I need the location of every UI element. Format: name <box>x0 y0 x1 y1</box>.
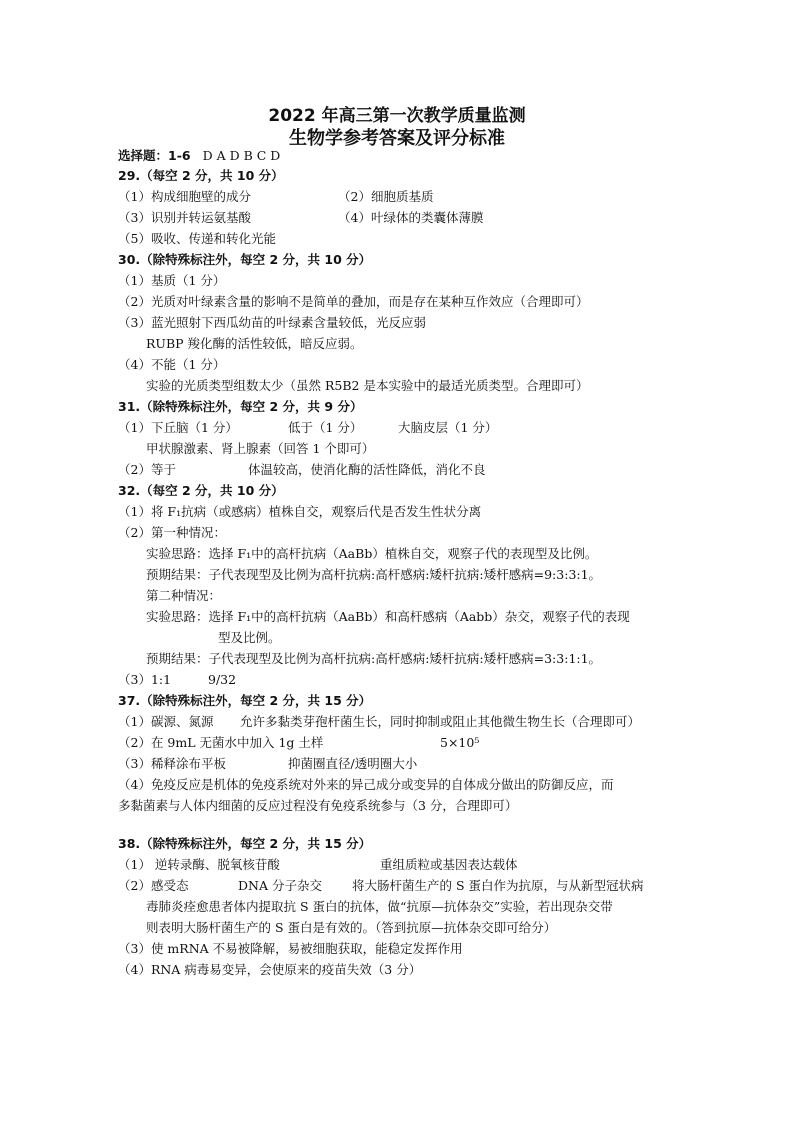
q38-heading: 38.（除特殊标注外，每空 2 分，共 15 分） <box>118 836 372 851</box>
q37-answer-3: （3）稀释涂布平板 <box>118 756 226 771</box>
q32-second-idea-cont: 型及比例。 <box>218 630 281 645</box>
q29-answer-5: （5）吸收、传递和转化光能 <box>118 231 276 246</box>
q30-answer-2: （2）光质对叶绿素含量的影响不是简单的叠加，而是存在某种互作效应（合理即可） <box>118 294 589 309</box>
q32-first-idea: 实验思路：选择 F₁中的高杆抗病（AaBb）植株自交，观察子代的表现型及比例。 <box>146 546 598 561</box>
q37-answer-4-cont: 多黏菌素与人体内细菌的反应过程没有免疫系统参与（3 分，合理即可） <box>118 798 518 813</box>
q37-answer-4: （4）免疫反应是机体的免疫系统对外来的异己成分或变异的自体成分做出的防御反应，而 <box>118 777 614 792</box>
q31-answer-1d: 甲状腺激素、肾上腺素（回答 1 个即可） <box>146 441 375 456</box>
q31-answer-2: （2）等于 <box>118 462 176 477</box>
choice-answers: D A D B C D <box>202 148 281 163</box>
q32-heading: 32.（每空 2 分，共 10 分） <box>118 483 284 498</box>
choice-answers-line <box>118 147 280 165</box>
q38-answer-2c: 将大肠杆菌生产的 S 蛋白作为抗原，与从新型冠状病 <box>352 878 644 893</box>
q32-second-idea: 实验思路：选择 F₁中的高杆抗病（AaBb）和高杆感病（Aabb）杂交，观察子代的表现 <box>146 609 630 624</box>
q32-first-result: 预期结果：子代表现型及比例为高杆抗病:高杆感病:矮杆抗病:矮杆感病=9:3:3:1。 <box>146 567 602 582</box>
q31-answer-1b: 低于（1 分） <box>288 420 363 435</box>
exam-title: 2022 年高三第一次教学质量监测 <box>268 106 526 126</box>
q38-answer-2e: 则表明大肠杆菌生产的 S 蛋白是有效的。（答到抗原—抗体杂交即可给分） <box>146 920 557 935</box>
q31-heading: 31.（除特殊标注外，每空 2 分，共 9 分） <box>118 399 363 414</box>
q31-answer-1: （1）下丘脑（1 分） <box>118 420 238 435</box>
q37-answer-1b: 允许多黏类芽孢杆菌生长，同时抑制或阻止其他微生物生长（合理即可） <box>240 714 641 729</box>
q37-answer-2b: 5×10⁵ <box>440 735 480 750</box>
choice-label: 选择题：1-6 <box>118 148 191 163</box>
q30-answer-3-cont: RUBP 羧化酶的活性较低，暗反应弱。 <box>146 336 363 351</box>
q38-answer-4: （4）RNA 病毒易变异，会使原来的疫苗失效（3 分） <box>118 962 422 977</box>
q30-answer-4: （4）不能（1 分） <box>118 357 226 372</box>
q32-answer-2: （2）第一种情况： <box>118 525 226 540</box>
q30-answer-1: （1）基质（1 分） <box>118 273 226 288</box>
q30-answer-3: （3）蓝光照射下西瓜幼苗的叶绿素含量较低，光反应弱 <box>118 315 426 330</box>
q37-heading: 37.（除特殊标注外，每空 2 分，共 15 分） <box>118 693 372 708</box>
q29-heading: 29.（每空 2 分，共 10 分） <box>118 168 284 183</box>
q31-answer-2b: 体温较高，使消化酶的活性降低，消化不良 <box>248 462 486 477</box>
q31-answer-1c: 大脑皮层（1 分） <box>398 420 498 435</box>
q32-second-case: 第二种情况： <box>146 588 222 603</box>
exam-subtitle: 生物学参考答案及评分标准 <box>289 128 505 149</box>
q37-answer-2: （2）在 9mL 无菌水中加入 1g 土样 <box>118 735 324 750</box>
q38-answer-1b: 重组质粒或基因表达载体 <box>380 857 518 872</box>
q29-answer-4: （4）叶绿体的类囊体薄膜 <box>338 210 484 225</box>
q37-answer-3b: 抑菌圈直径/透明圈大小 <box>288 756 418 771</box>
q37-answer-1: （1）碳源、氮源 <box>118 714 214 729</box>
q29-answer-1: （1）构成细胞壁的成分 <box>118 189 251 204</box>
q32-answer-3: （3）1:1 <box>118 672 172 687</box>
q30-heading: 30.（除特殊标注外，每空 2 分，共 10 分） <box>118 252 372 267</box>
q32-answer-3b: 9/32 <box>208 672 237 687</box>
q32-answer-1: （1）将 F₁抗病（或感病）植株自交，观察后代是否发生性状分离 <box>118 504 482 519</box>
q38-answer-1: （1） 逆转录酶、脱氧核苷酸 <box>118 857 280 872</box>
q29-answer-3: （3）识别并转运氨基酸 <box>118 210 251 225</box>
q29-answer-2: （2）细胞质基质 <box>338 189 434 204</box>
q38-answer-2d: 毒肺炎痊愈患者体内提取抗 S 蛋白的抗体，做“抗原—抗体杂交”实验，若出现杂交带 <box>146 899 613 914</box>
q38-answer-3: （3）使 mRNA 不易被降解，易被细胞获取，能稳定发挥作用 <box>118 941 463 956</box>
q38-answer-2b: DNA 分子杂交 <box>238 878 322 893</box>
q32-second-result: 预期结果：子代表现型及比例为高杆抗病:高杆感病:矮杆抗病:矮杆感病=3:3:1:1。 <box>146 651 602 666</box>
q38-answer-2: （2）感受态 <box>118 878 189 893</box>
q30-answer-4-cont: 实验的光质类型组数太少（虽然 R5B2 是本实验中的最适光质类型。合理即可） <box>146 378 589 393</box>
